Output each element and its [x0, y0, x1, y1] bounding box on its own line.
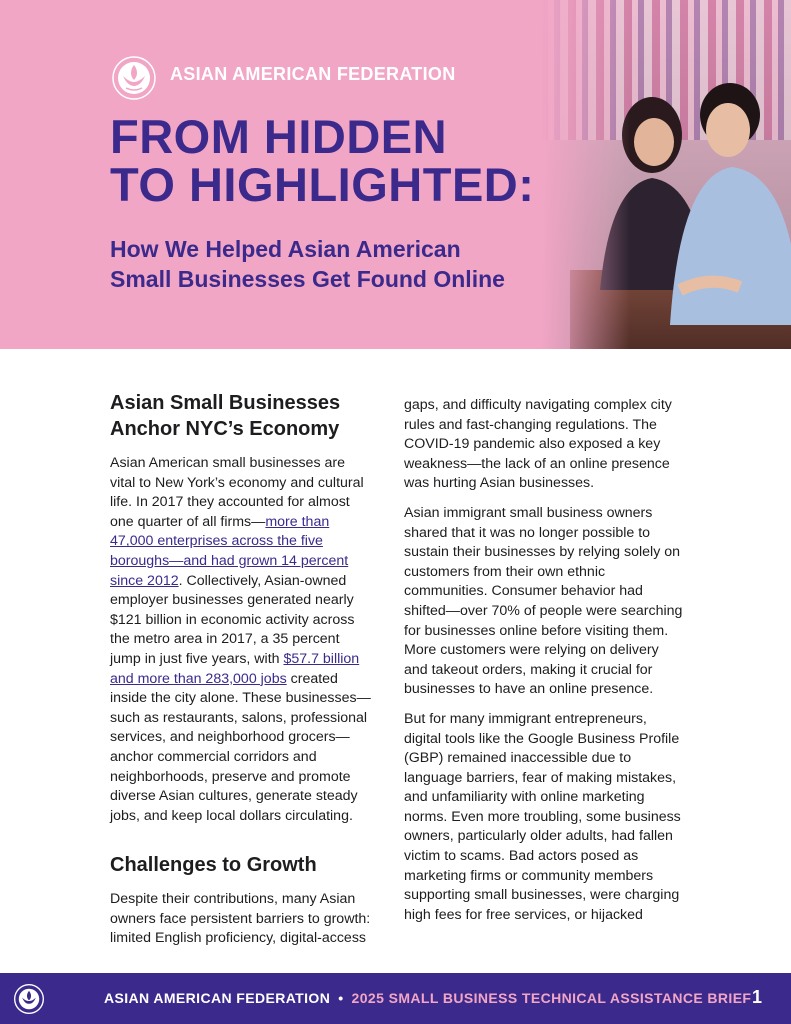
- subtitle-line-1: How We Helped Asian American: [110, 236, 461, 262]
- hero-photo: [540, 0, 791, 349]
- heading-line-2: Anchor NYC’s Economy: [110, 418, 340, 440]
- challenges-paragraph: Despite their contributions, many Asian owners face persistent barriers to growth: limited English proficiency, digital-access: [110, 891, 371, 947]
- section-heading-economy: [110, 390, 372, 442]
- footer-bar: [0, 973, 791, 1024]
- digital-tools-paragraph: But for many immigrant entrepreneurs, digital tools like the Google Business Profile (GBP) remained inaccessible due to language barriers, fear of making mistakes, and unfamiliarity with online marketing norms. Even more troubling, some business owners, particularly older adults, had fallen victim to scams. Bad actors posed as marketing firms or community members supporting small businesses, were charging high fees for free services, or hijacked: [404, 710, 681, 923]
- subtitle-line-2: Small Businesses Get Found Online: [110, 266, 505, 292]
- right-column: [404, 396, 686, 935]
- jobs-link[interactable]: $57.7 billion and more than 283,000 jobs: [110, 650, 360, 687]
- footer-brief-title: 2025 SMALL BUSINESS TECHNICAL ASSISTANCE BRIEF: [351, 990, 752, 1006]
- consumer-behavior-paragraph: Asian immigrant small business owners shared that it was no longer possible to sustain their businesses by relying solely on customers from their own ethnic communities. Consumer behavior had shifted—over 70% of people were searching for businesses online before visiting them. More customers were relying on delivery and takeout orders, making it crucial for businesses to have an online presence.: [404, 504, 683, 698]
- federation-logo-icon: [112, 56, 156, 100]
- footer-separator: •: [338, 990, 344, 1006]
- enterprises-link[interactable]: more than 47,000 enterprises across the five boroughs—and had grown 14 percent since 2012: [110, 513, 349, 589]
- paragraph-text: Asian American small businesses are vital to New York’s economy and cultural life. In 2017 they accounted for almost one quarter of all firms—: [110, 455, 364, 530]
- photo-person-man: [670, 75, 791, 325]
- paragraph-text: created inside the city alone. These businesses—such as restaurants, salons, professional services, and neighborhood grocers—anchor commercial corridors and neighborhoods, preserve and promote diverse Asian cultures, generate steady jobs, and keep local dollars circulating.: [110, 670, 371, 824]
- photo-fade: [540, 0, 630, 349]
- title-line-2: TO HIGHLIGHTED:: [110, 158, 535, 211]
- org-name: ASIAN AMERICAN FEDERATION: [170, 64, 456, 84]
- economy-paragraph: [110, 454, 372, 826]
- page-subtitle: [110, 234, 505, 294]
- hero-banner: [0, 0, 791, 349]
- page-title: [110, 110, 535, 211]
- section-heading-challenges: Challenges to Growth: [110, 854, 317, 877]
- paragraph-text: . Collectively, Asian-owned employer businesses generated nearly $121 billion in economic activity across the metro area in 2017, a 35 percent jump in just five years, with: [110, 572, 355, 667]
- left-column: [110, 390, 372, 959]
- footer-text: [104, 990, 751, 1006]
- title-line-1: FROM HIDDEN: [110, 110, 448, 163]
- heading-line-1: Asian Small Businesses: [110, 392, 341, 414]
- footer-logo-icon: [14, 984, 44, 1014]
- footer-org: ASIAN AMERICAN FEDERATION: [104, 990, 331, 1006]
- page-number: 1: [752, 987, 763, 1007]
- challenges-continued-paragraph: gaps, and difficulty navigating complex city rules and fast-changing regulations. The COVID-19 pandemic also exposed a key weakness—the lack of an online presence was hurting Asian businesses.: [404, 397, 672, 492]
